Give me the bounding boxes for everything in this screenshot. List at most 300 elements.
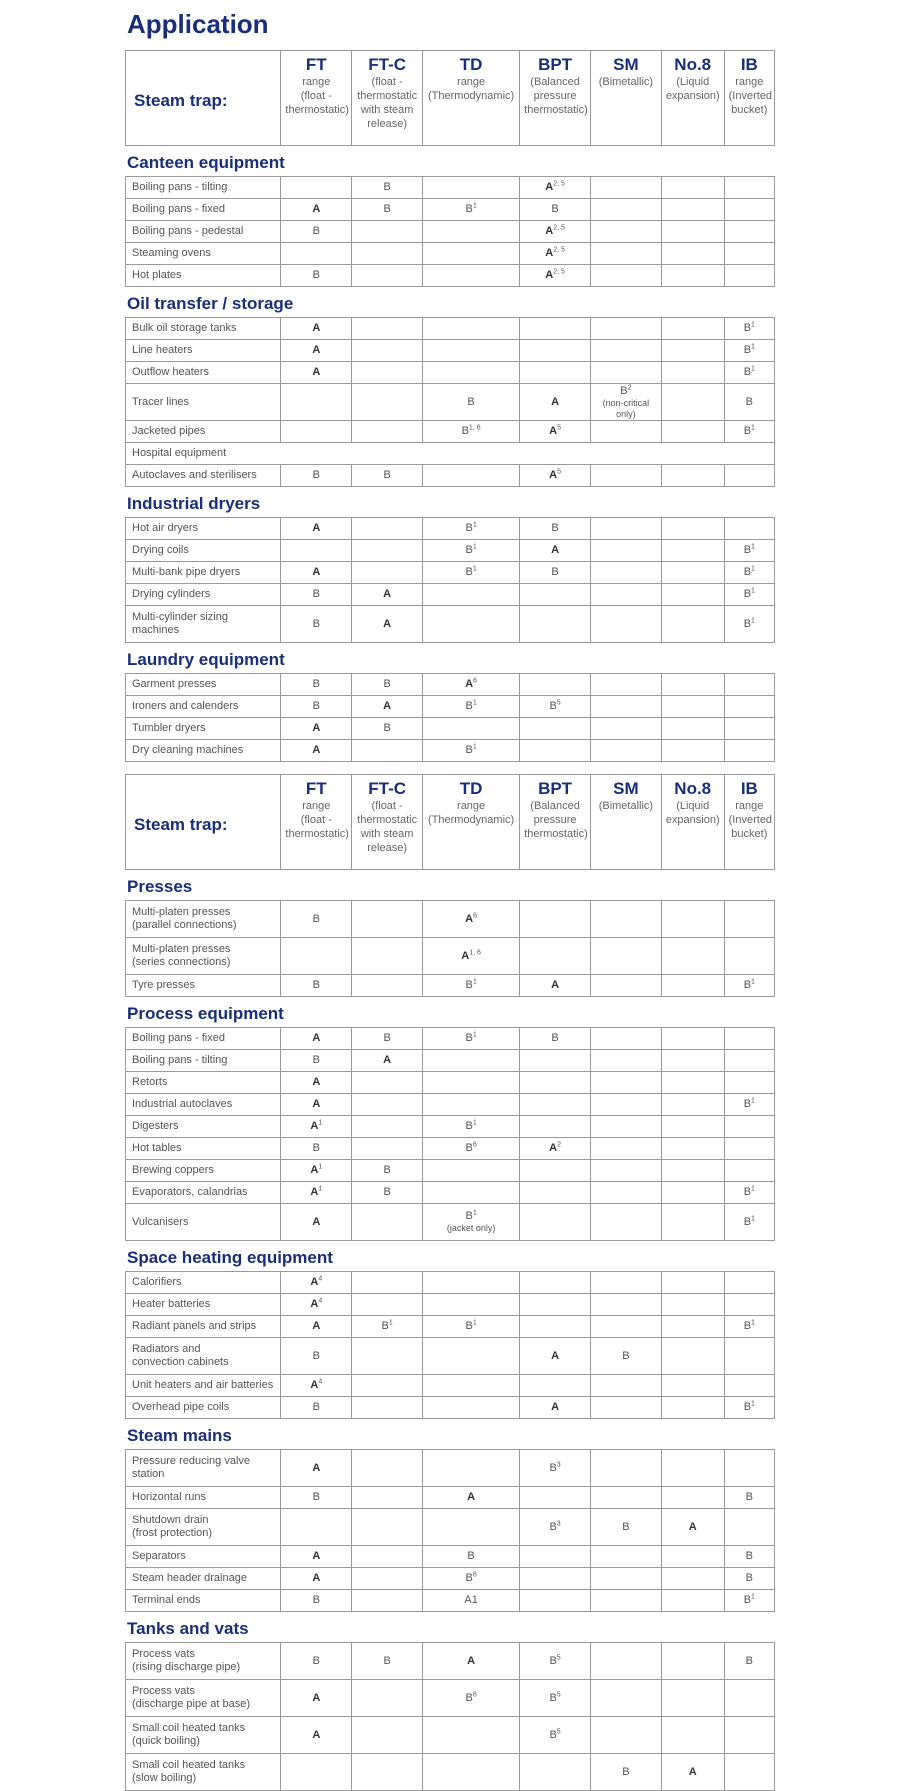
cell-value: B [551, 566, 559, 578]
table-row [126, 1509, 775, 1546]
table-cell [423, 265, 520, 287]
cell-value: B [743, 588, 752, 600]
column-description: (Balanced pressure thermostatic) [524, 800, 588, 840]
cell-footnote: 2 [557, 1141, 561, 1149]
table-cell [590, 1116, 661, 1138]
table-cell [423, 243, 520, 265]
table-cell [281, 718, 352, 740]
table-cell [590, 1643, 661, 1680]
cell-value: B [312, 678, 320, 690]
table-cell [352, 1680, 423, 1717]
cell-value: B [465, 1572, 473, 1584]
table-cell [590, 362, 661, 384]
cell-footnote: 1 [472, 543, 477, 551]
table-cell [590, 1294, 661, 1316]
column-description: range (Inverted bucket) [728, 76, 773, 116]
cell-footnote: 1 [751, 321, 755, 329]
cell-value: B [743, 322, 752, 334]
cell-footnote: 4 [318, 1297, 323, 1305]
table-row [126, 696, 775, 718]
table-cell [423, 1375, 520, 1397]
cell-value: B [383, 1654, 391, 1667]
table-row [126, 718, 775, 740]
cell-footnote: 1 [472, 202, 477, 210]
table-cell [590, 1680, 661, 1717]
table-cell [352, 1397, 423, 1419]
table-cell [590, 243, 661, 265]
table-cell [590, 1094, 661, 1116]
table-cell [281, 562, 352, 584]
cell-value: B [743, 566, 752, 578]
cell-value: A [688, 1520, 697, 1533]
cell-value: A [312, 744, 321, 756]
table-cell [520, 1160, 591, 1182]
table-cell [724, 740, 774, 762]
cell-value: B [745, 1654, 753, 1667]
cell-value: B [312, 1349, 320, 1362]
table-cell [352, 718, 423, 740]
table-cell [661, 340, 724, 362]
row-label: Vulcanisers [126, 1204, 281, 1241]
table-cell [661, 1116, 724, 1138]
cell-value: B [312, 1491, 320, 1503]
table-cell [724, 1754, 774, 1791]
table-cell [590, 1028, 661, 1050]
table-cell [423, 1294, 520, 1316]
table-cell [352, 584, 423, 606]
table-cell [352, 1050, 423, 1072]
table-cell [520, 243, 591, 265]
cell-value: B [551, 1032, 559, 1044]
cell-value: A [551, 395, 560, 408]
table-cell [590, 340, 661, 362]
cell-value: A [383, 700, 392, 712]
row-label: Heater batteries [126, 1294, 281, 1316]
table-cell [423, 718, 520, 740]
cell-footnote: 2, 5 [553, 246, 565, 254]
table-cell [590, 1450, 661, 1487]
table-cell [423, 465, 520, 487]
cell-value: A [312, 203, 321, 215]
table-cell [281, 1204, 352, 1241]
table-cell [281, 1643, 352, 1680]
table-row [126, 1375, 775, 1397]
cell-value: B [465, 203, 473, 215]
cell-footnote: 1 [751, 1593, 755, 1601]
column-header-ft [281, 51, 352, 146]
cell-value: A [551, 979, 560, 991]
table-cell [724, 1028, 774, 1050]
table-cell [423, 540, 520, 562]
table-cell [724, 1316, 774, 1338]
column-description: (Liquid expansion) [665, 800, 720, 826]
table-cell [724, 199, 774, 221]
cell-footnote: 5 [557, 468, 561, 476]
cell-value: A1 [464, 1594, 478, 1606]
table-cell [590, 1072, 661, 1094]
table-cell [423, 1754, 520, 1791]
table-cell [281, 177, 352, 199]
table-cell [352, 1072, 423, 1094]
table-cell [590, 518, 661, 540]
cell-value: A [383, 617, 392, 630]
table-cell [281, 1397, 352, 1419]
cell-value: B [383, 203, 391, 215]
table-row [126, 1754, 775, 1791]
table-cell [724, 265, 774, 287]
section-title: Presses [127, 877, 193, 896]
row-label: Tyre presses [126, 975, 281, 997]
table-row [126, 1590, 775, 1612]
column-code: No.8 [674, 55, 712, 74]
cell-value: B [743, 1215, 752, 1228]
cell-footnote: 2 [627, 383, 632, 391]
table-row [126, 1138, 775, 1160]
cell-value: A [551, 1401, 560, 1413]
table-cell [281, 318, 352, 340]
table-cell [661, 1643, 724, 1680]
table-cell [724, 1375, 774, 1397]
cell-value: B [465, 544, 473, 556]
cell-value: A [312, 1076, 321, 1088]
table-cell [520, 1509, 591, 1546]
table-cell [661, 221, 724, 243]
cell-footnote: 6 [472, 1571, 477, 1579]
table-cell [661, 465, 724, 487]
cell-footnote: 1 [472, 565, 477, 573]
cell-value: B [745, 1550, 753, 1562]
table-cell [661, 518, 724, 540]
row-label: Steam header drainage [126, 1568, 281, 1590]
row-label: Hot plates [126, 265, 281, 287]
table-cell [661, 1072, 724, 1094]
cell-footnote: 5 [557, 424, 561, 432]
table-cell [724, 1509, 774, 1546]
table-cell [590, 1050, 661, 1072]
cell-footnote: 1 [751, 1097, 755, 1105]
cell-value: B [551, 203, 559, 215]
table-cell [724, 696, 774, 718]
row-label: Unit heaters and air batteries [126, 1375, 281, 1397]
table-cell [423, 584, 520, 606]
table-row [126, 443, 775, 465]
table-cell [520, 199, 591, 221]
cell-footnote: 6 [473, 677, 478, 685]
cell-footnote: 1 [751, 424, 755, 432]
cell-footnote: 1 [472, 1319, 477, 1327]
column-header-sm [590, 775, 661, 870]
table-cell [590, 606, 661, 643]
table-cell [423, 518, 520, 540]
table-cell [590, 1338, 661, 1375]
column-code: IB [740, 779, 758, 798]
table-cell [423, 562, 520, 584]
table-cell [423, 901, 520, 938]
table-cell [590, 1272, 661, 1294]
table-cell [352, 1138, 423, 1160]
table-cell [590, 221, 661, 243]
table-row [126, 1717, 775, 1754]
table-row [126, 1072, 775, 1094]
table-cell [423, 1138, 520, 1160]
cell-footnote: 1 [388, 1319, 393, 1327]
cell-footnote: 1 [751, 587, 755, 595]
table-cell [352, 540, 423, 562]
table-row [126, 243, 775, 265]
table-cell [590, 696, 661, 718]
table-cell [281, 362, 352, 384]
column-description: range (float - thermostatic) [285, 76, 349, 116]
table-cell [352, 384, 423, 421]
table-cell [352, 674, 423, 696]
cell-value: A [312, 1691, 321, 1704]
table-cell [661, 1204, 724, 1241]
column-description: range (Thermodynamic) [428, 800, 515, 826]
cell-value: A [383, 588, 392, 600]
table-row [126, 1316, 775, 1338]
table-cell [281, 975, 352, 997]
table-cell [724, 1182, 774, 1204]
table-cell [661, 199, 724, 221]
cell-value: B [622, 1349, 630, 1362]
table-cell [352, 1160, 423, 1182]
table-cell [724, 1072, 774, 1094]
table-gap [125, 762, 775, 774]
table-cell [590, 1568, 661, 1590]
cell-value: B [743, 1401, 752, 1413]
table-row [126, 384, 775, 421]
table-cell [661, 265, 724, 287]
column-description: range (Thermodynamic) [428, 76, 515, 102]
column-code: SM [613, 779, 639, 798]
table-cell [520, 540, 591, 562]
cell-footnote: 1, 6 [468, 424, 481, 432]
table-row [126, 1546, 775, 1568]
table-cell [281, 1272, 352, 1294]
row-label: Boiling pans - tilting [126, 1050, 281, 1072]
table-row [126, 1294, 775, 1316]
row-label: Process vats (discharge pipe at base) [126, 1680, 281, 1717]
table-cell [352, 1375, 423, 1397]
cell-value: B [461, 425, 469, 437]
cell-footnote: 1 [472, 521, 477, 529]
table-row [126, 318, 775, 340]
cell-value: B [549, 1728, 557, 1741]
table-cell [520, 1487, 591, 1509]
table-cell [352, 177, 423, 199]
cell-footnote: 1 [751, 565, 755, 573]
cell-note: (jacket only) [446, 1223, 496, 1233]
row-label: Drying cylinders [126, 584, 281, 606]
table-cell [661, 1294, 724, 1316]
cell-footnote: 2, 5 [553, 224, 565, 232]
table-cell [590, 938, 661, 975]
cell-value: B [620, 384, 628, 397]
cell-footnote: 1 [472, 743, 477, 751]
table-cell [520, 1138, 591, 1160]
table-cell [352, 1094, 423, 1116]
cell-value: B [743, 617, 752, 630]
table-cell [661, 1272, 724, 1294]
row-label: Hospital equipment [126, 443, 775, 465]
table-cell [724, 1160, 774, 1182]
cell-value: A [549, 469, 558, 481]
cell-value: B [743, 366, 752, 378]
table-cell [423, 1072, 520, 1094]
cell-footnote: 1 [472, 1119, 477, 1127]
row-label: Evaporators, calandrias [126, 1182, 281, 1204]
row-label: Tracer lines [126, 384, 281, 421]
table-row [126, 975, 775, 997]
table-cell [520, 975, 591, 997]
section-table [125, 1449, 775, 1612]
cell-value: B [549, 1691, 557, 1704]
table-cell [423, 674, 520, 696]
table-cell [423, 362, 520, 384]
table-cell [661, 540, 724, 562]
cell-value: B [383, 1164, 391, 1176]
table-cell [520, 1375, 591, 1397]
table-cell [423, 177, 520, 199]
row-label: Industrial autoclaves [126, 1094, 281, 1116]
table-cell [281, 1338, 352, 1375]
table-cell [281, 740, 352, 762]
tables-root [125, 50, 775, 1791]
cell-value: A [310, 1276, 319, 1288]
table-cell [661, 1680, 724, 1717]
table-cell [281, 199, 352, 221]
table-row [126, 1338, 775, 1375]
row-label: Multi-bank pipe dryers [126, 562, 281, 584]
table-cell [724, 518, 774, 540]
cell-value: B [551, 522, 559, 534]
cell-footnote: 1 [751, 343, 755, 351]
table-row [126, 177, 775, 199]
cell-value: A [312, 344, 321, 356]
table-cell [281, 1094, 352, 1116]
cell-value: B [743, 1186, 752, 1198]
table-cell [281, 606, 352, 643]
table-cell [661, 1717, 724, 1754]
cell-value: A [312, 522, 321, 534]
column-code: TD [459, 55, 483, 74]
cell-value: A [551, 1349, 560, 1362]
table-cell [352, 340, 423, 362]
column-code: FT [305, 779, 327, 798]
cell-footnote: 6 [473, 911, 478, 919]
table-cell [281, 1754, 352, 1791]
row-label: Autoclaves and sterilisers [126, 465, 281, 487]
table-cell [520, 421, 591, 443]
cell-value: B [622, 1765, 630, 1778]
row-label: Boiling pans - tilting [126, 177, 281, 199]
table-cell [724, 606, 774, 643]
table-cell [281, 1028, 352, 1050]
column-description: range (Inverted bucket) [728, 800, 773, 840]
column-header-no8 [661, 775, 724, 870]
table-cell [724, 362, 774, 384]
table-cell [281, 1568, 352, 1590]
section-table [125, 176, 775, 287]
cell-value: B [465, 744, 473, 756]
table-cell [661, 584, 724, 606]
row-label: Boiling pans - pedestal [126, 221, 281, 243]
table-cell [520, 221, 591, 243]
table-cell [590, 421, 661, 443]
table-cell [520, 1182, 591, 1204]
table-cell [352, 606, 423, 643]
row-label: Process vats (rising discharge pipe) [126, 1643, 281, 1680]
table-cell [281, 265, 352, 287]
section-title: Process equipment [127, 1004, 284, 1023]
table-cell [520, 1028, 591, 1050]
table-cell [423, 1272, 520, 1294]
cell-value: A [467, 1654, 476, 1667]
table-cell [423, 1094, 520, 1116]
cell-value: B [743, 425, 752, 437]
table-cell [520, 740, 591, 762]
table-cell [661, 562, 724, 584]
header-row [126, 775, 775, 870]
table-cell [724, 584, 774, 606]
table-cell [352, 1116, 423, 1138]
cell-footnote: 5 [556, 1690, 561, 1698]
table-cell [423, 1546, 520, 1568]
cell-footnote: 1 [751, 616, 755, 624]
table-row [126, 740, 775, 762]
table-cell [661, 1338, 724, 1375]
table-cell [423, 384, 520, 421]
cell-footnote: 4 [318, 1378, 323, 1386]
table-cell [520, 518, 591, 540]
cell-value: B [745, 1572, 753, 1584]
section-title: Space heating equipment [127, 1248, 333, 1267]
cell-value: B [312, 269, 320, 281]
cell-value: B [312, 588, 320, 600]
table-cell [724, 1050, 774, 1072]
section-title: Laundry equipment [127, 650, 285, 669]
cell-footnote: 5 [556, 699, 561, 707]
table-cell [520, 1204, 591, 1241]
table-cell [423, 740, 520, 762]
table-cell [352, 265, 423, 287]
column-header-bpt [520, 51, 591, 146]
cell-value: A [545, 225, 554, 237]
cell-value: B [383, 469, 391, 481]
table-cell [520, 1717, 591, 1754]
row-label: Jacketed pipes [126, 421, 281, 443]
table-cell [352, 221, 423, 243]
table-cell [590, 718, 661, 740]
table-cell [520, 1338, 591, 1375]
section-table [125, 1642, 775, 1791]
table-cell [281, 696, 352, 718]
table-cell [661, 1138, 724, 1160]
table-cell [520, 1072, 591, 1094]
table-cell [423, 1116, 520, 1138]
table-cell [724, 540, 774, 562]
table-cell [724, 1116, 774, 1138]
table-cell [352, 1182, 423, 1204]
table-cell [661, 1590, 724, 1612]
table-cell [520, 1094, 591, 1116]
table-cell [423, 1397, 520, 1419]
cell-footnote: 1 [472, 1209, 477, 1217]
cell-footnote: 1 [472, 978, 477, 986]
cell-value: A [312, 322, 321, 334]
cell-value: B [465, 1032, 473, 1044]
row-label: Dry cleaning machines [126, 740, 281, 762]
